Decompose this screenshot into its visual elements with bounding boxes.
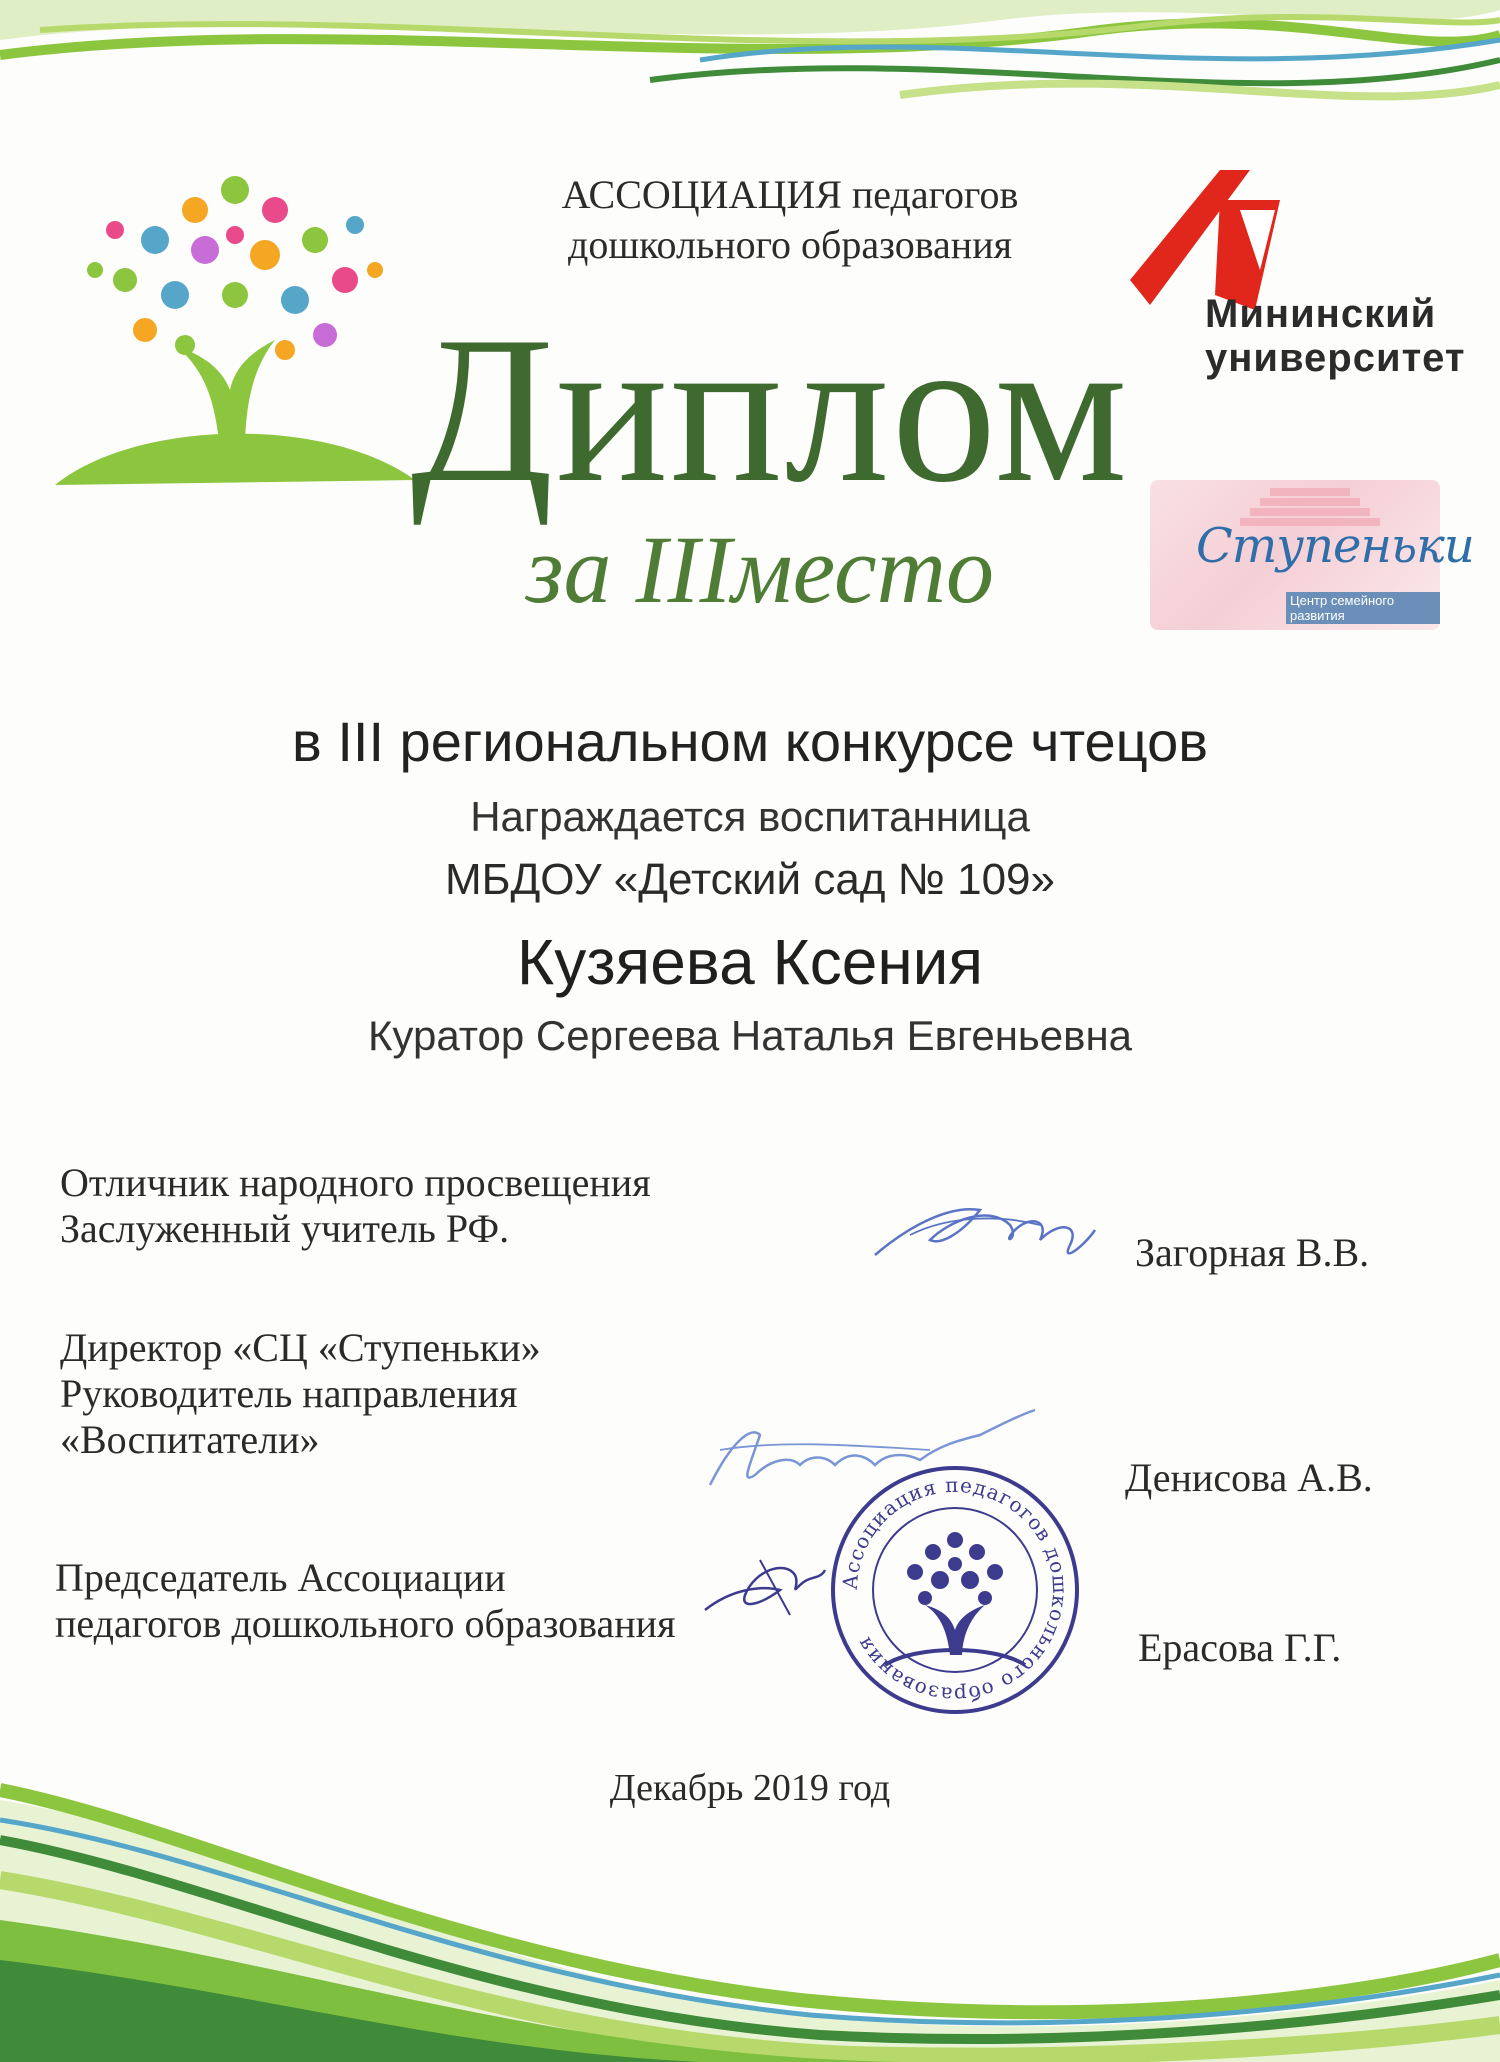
bottom-wave-decoration [0,1760,1500,2062]
signatory-1-title-line-2: Заслуженный учитель РФ. [60,1206,510,1251]
minin-line-2: университет [1205,336,1466,380]
signatory-3-name: Ерасова Г.Г. [1138,1625,1342,1670]
issue-date: Декабрь 2019 год [609,1767,891,1809]
stamp-ring-text: Ассоциация педагогов дошкольного образования [837,1472,1073,1708]
signatory-3-title-line-1: Председатель Ассоциации [55,1555,506,1600]
association-stamp [825,1460,1085,1720]
signatory-2-title-line-3: «Воспитатели» [60,1417,320,1462]
stupenki-subtitle: Центр семейного развития [1286,592,1440,624]
association-header [440,170,1140,270]
stupenki-name: Ступеньки [1196,518,1474,574]
minin-university-label [1205,292,1495,380]
recipient-name: Кузяева Ксения [516,926,984,998]
association-line-1: АССОЦИАЦИЯ педагогов [561,172,1019,217]
minin-line-1: Мининский [1205,292,1437,336]
institution-line: МБДОУ «Детский сад № 109» [444,855,1055,904]
top-wave-decoration [0,0,1500,140]
signatory-2-title-line-2: Руководитель направления [60,1371,518,1416]
association-line-2: дошкольного образования [567,222,1013,267]
signatory-1-title [60,1160,780,1252]
signatory-1-name: Загорная В.В. [1135,1230,1370,1275]
signatory-3-title-line-2: педагогов дошкольного образования [55,1601,676,1646]
signature-1 [870,1185,1100,1275]
place-subtitle: за IIIместо [526,516,994,623]
diploma-title: Диплом [410,294,1130,526]
curator-line: Куратор Сергеева Наталья Евгеньевна [367,1012,1133,1059]
awarded-line: Награждается воспитанница [470,793,1030,840]
signatory-1-title-line-1: Отличник народного просвещения [60,1160,651,1205]
signatory-3-title [55,1555,775,1647]
signatory-2-title [60,1325,780,1463]
stupenki-logo [1150,480,1474,630]
signatory-2-name: Денисова А.В. [1125,1455,1373,1500]
signature-3 [700,1540,830,1630]
signatory-2-title-line-1: Директор «СЦ «Ступеньки» [60,1325,541,1370]
contest-line: в III региональном конкурсе чтецов [292,710,1208,773]
